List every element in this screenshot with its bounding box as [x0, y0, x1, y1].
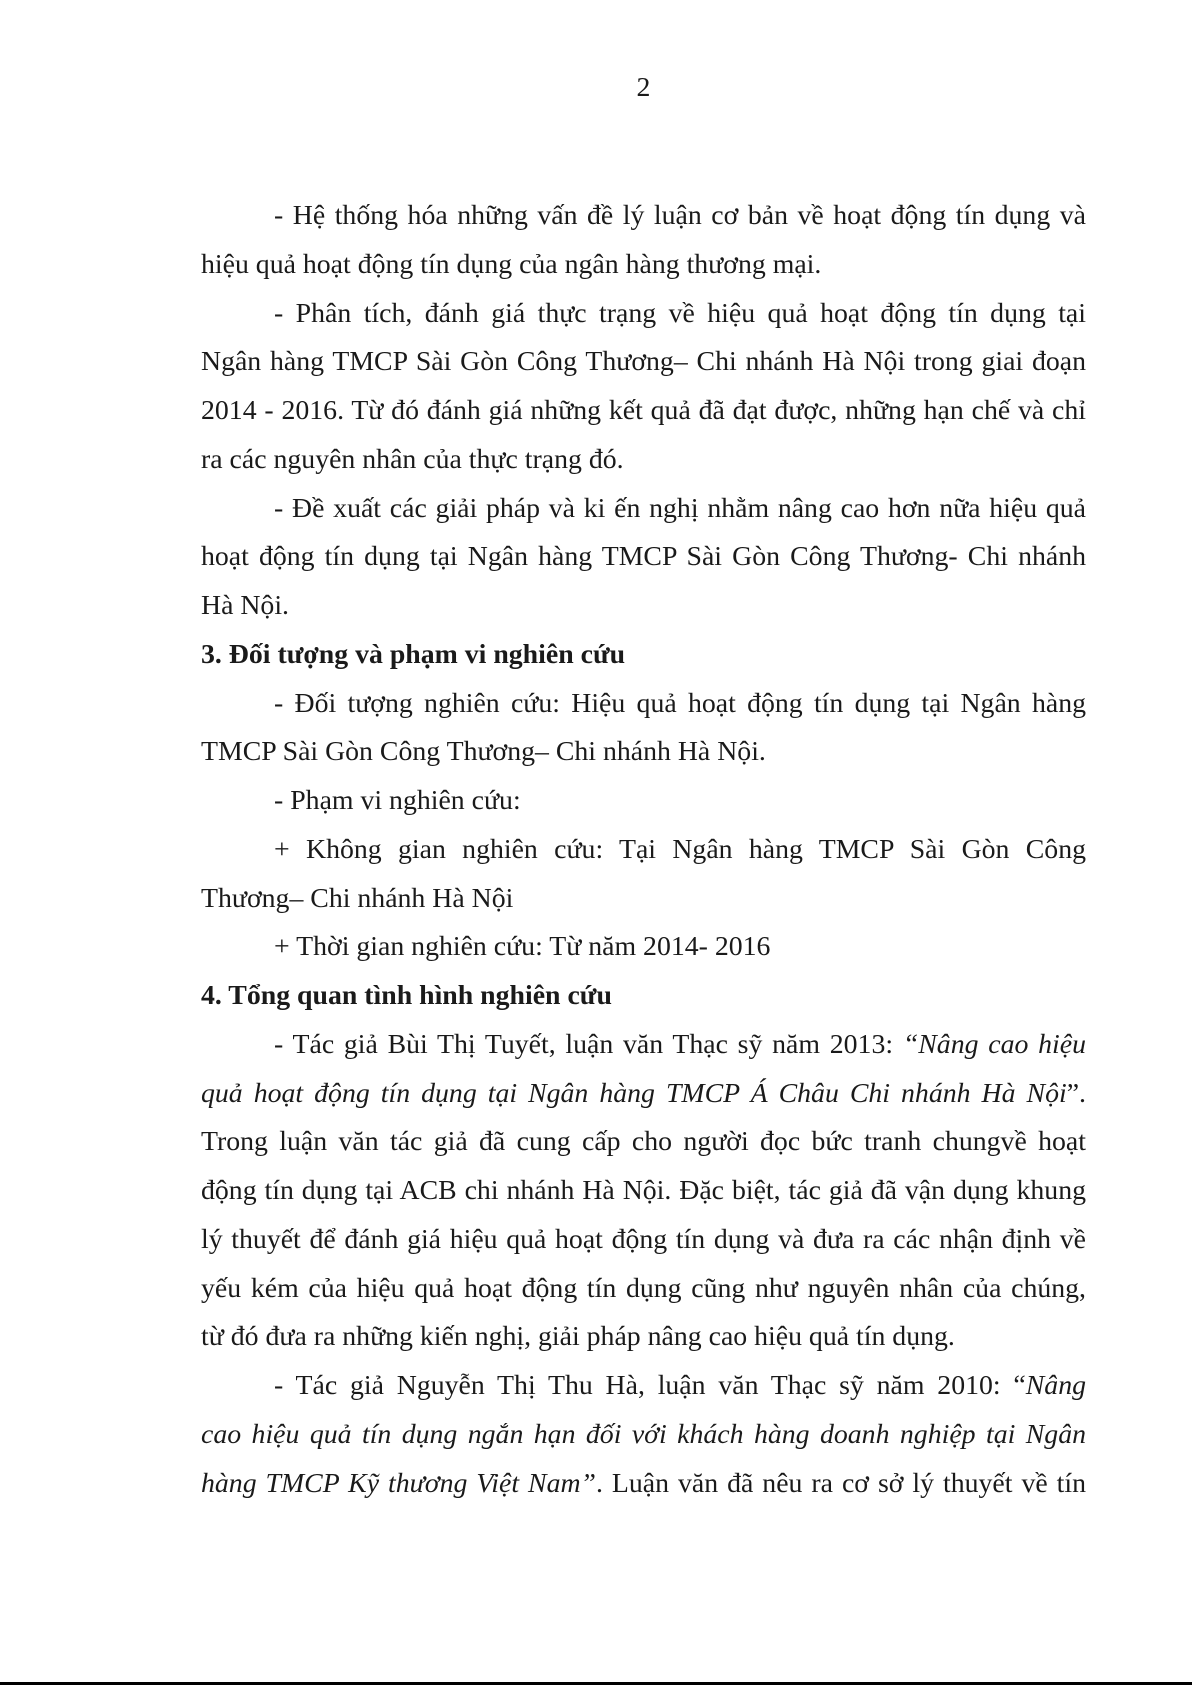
thesis-title-segment: “Nâng cao hiệu — [902, 1028, 1086, 1060]
text-line: động tín dụng tại ACB chi nhánh Hà Nội. Đặc biệt, tác giả đã vận dụng khung — [201, 1175, 1086, 1206]
text-segment: - Tác giả Bùi Thị Tuyết, luận văn Thạc sỹ năm 2013: — [274, 1028, 903, 1060]
text-line: hiệu quả hoạt động tín dụng của ngân hàng thương mại. — [201, 248, 822, 280]
objective-item-systematize — [201, 192, 1086, 290]
text-line — [201, 1460, 1086, 1509]
text-line: - Hệ thống hóa những vấn đề lý luận cơ bản về hoạt động tín dụng và — [274, 200, 1086, 231]
research-object — [201, 680, 1086, 778]
section-heading-3: 3. Đối tượng và phạm vi nghiên cứu — [201, 638, 626, 670]
text-line — [201, 1021, 1086, 1070]
research-scope-time: + Thời gian nghiên cứu: Từ năm 2014- 2016 — [274, 931, 771, 963]
thesis-title-segment: hàng TMCP Kỹ thương Việt Nam” — [201, 1467, 597, 1499]
text-line: Ngân hàng TMCP Sài Gòn Công Thương– Chi nhánh Hà Nội trong giai đoạn — [201, 346, 1086, 378]
text-line: Trong luận văn tác giả đã cung cấp cho người đọc bức tranh chungvề hoạt — [201, 1126, 1086, 1158]
text-line: Hà Nội. — [201, 590, 290, 621]
text-line: - Đề xuất các giải pháp và ki ến nghị nhằm nâng cao hơn nữa hiệu quả — [274, 492, 1086, 524]
section-heading-4: 4. Tổng quan tình hình nghiên cứu — [201, 980, 612, 1011]
text-line: Thương– Chi nhánh Hà Nội — [201, 882, 514, 914]
text-line: ra các nguyên nhân của thực trạng đó. — [201, 443, 624, 475]
text-line: 2014 - 2016. Từ đó đánh giá những kết quả đã đạt được, những hạn chế và chỉ — [201, 395, 1086, 426]
text-segment: ”. — [1066, 1077, 1086, 1109]
page-number: 2 — [636, 72, 651, 103]
research-scope-label: - Phạm vi nghiên cứu: — [274, 785, 521, 816]
text-line: + Không gian nghiên cứu: Tại Ngân hàng TMCP Sài Gòn Công — [274, 833, 1086, 865]
text-line — [201, 1362, 1086, 1411]
text-line — [201, 1070, 1086, 1119]
text-segment: - Tác giả Nguyễn Thị Thu Hà, luận văn Thạc sỹ năm 2010: “ — [274, 1370, 1026, 1401]
thesis-title-segment: quả hoạt động tín dụng tại Ngân hàng TMCP Á Châu Chi nhánh Hà Nội — [201, 1077, 1067, 1109]
text-line: - Đối tượng nghiên cứu: Hiệu quả hoạt động tín dụng tại Ngân hàng — [274, 687, 1086, 719]
research-scope-space — [201, 826, 1086, 924]
thesis-title-segment: Nâng — [1025, 1370, 1086, 1401]
text-line: hoạt động tín dụng tại Ngân hàng TMCP Sài Gòn Công Thương- Chi nhánh — [201, 541, 1086, 573]
text-line: từ đó đưa ra những kiến nghị, giải pháp nâng cao hiệu quả tín dụng. — [201, 1321, 955, 1353]
literature-review-item — [201, 1021, 1086, 1362]
text-line: cao hiệu quả tín dụng ngắn hạn đối với khách hàng doanh nghiệp tại Ngân — [201, 1418, 1086, 1450]
literature-review-item — [201, 1362, 1086, 1508]
text-line: lý thuyết để đánh giá hiệu quả hoạt động tín dụng và đưa ra các nhận định về — [201, 1223, 1086, 1255]
objective-item-analyze — [201, 290, 1086, 485]
document-body — [201, 192, 1086, 1508]
text-segment: . Luận văn đã nêu ra cơ sở lý thuyết về tín — [596, 1467, 1087, 1499]
text-line: yếu kém của hiệu quả hoạt động tín dụng cũng như nguyên nhân của chúng, — [201, 1272, 1086, 1304]
text-line: TMCP Sài Gòn Công Thương– Chi nhánh Hà Nội. — [201, 736, 766, 768]
objective-item-propose — [201, 485, 1086, 631]
text-line: - Phân tích, đánh giá thực trạng về hiệu quả hoạt động tín dụng tại — [274, 297, 1086, 329]
